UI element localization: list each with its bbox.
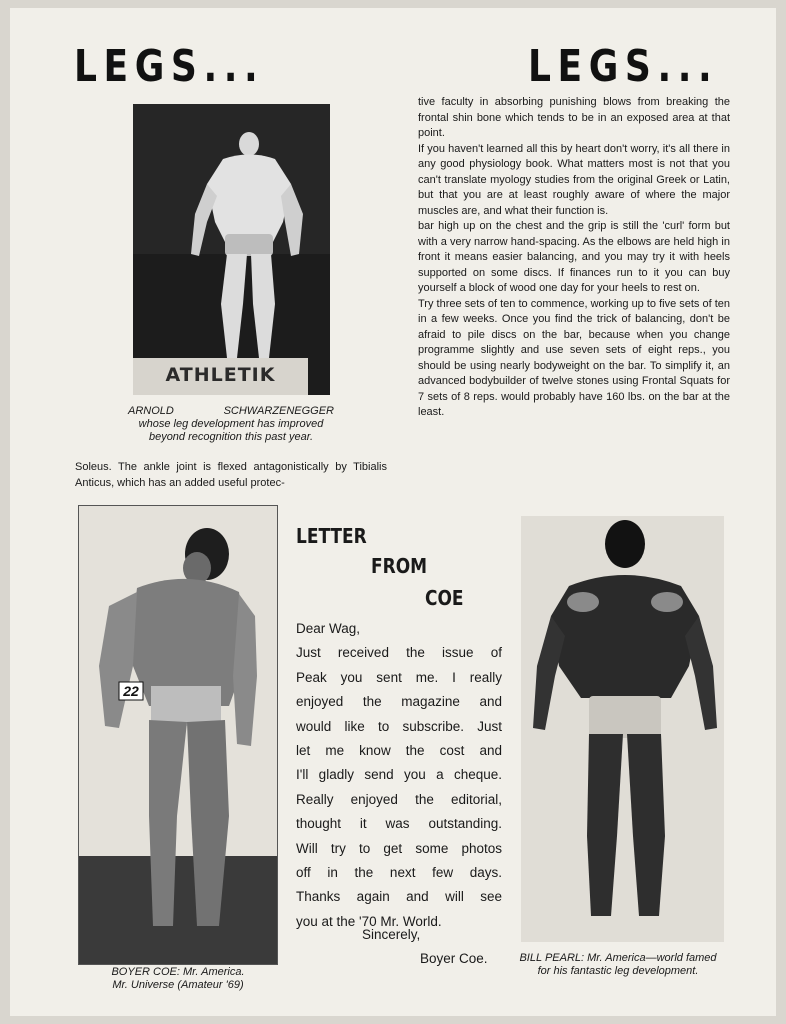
letter-line: I'll gladly send you a cheque. [296,767,502,783]
letter-line: off in the next few days. [296,865,502,881]
letter-title-line-2: FROM [371,554,428,578]
letter-line: Dear Wag, [296,621,361,636]
right-paragraph-2: If you haven't learned all this by heart don't worry, it's all there in any good physiology book. What matters most is not that you can't translate myology studies from the original Greek or Latin, but that you are at least roughly aware of where the major muscles are, and what their function is. [418,142,730,217]
letter-line: thought it was outstanding. [296,816,502,832]
letter-line: Thanks again and will see [296,889,502,905]
contest-number: 22 [123,683,139,699]
headline-right: LEGS... [528,41,719,92]
athletik-sign-text: ATHLETIK [165,364,276,386]
letter-body [296,617,502,934]
letter-line: Will try to get some photos [296,840,502,856]
right-paragraph-3: bar high up on the chest and the grip is still the 'curl' form but with a very narrow hand-spacing. As the elbows are held high in front it means easier balancing, and you may try it with heels supported on some discs. If finances run to it you can buy yourself a block of wood one day for your heels to rest on. [418,220,730,294]
letter-title-line-3: COE [425,586,464,610]
letter-line: you at the '70 Mr. World. [296,913,442,929]
bill-pearl-caption: BILL PEARL: Mr. America—world famed for his fantastic leg development. [519,952,717,977]
letter-line: Just received the issue of [296,645,502,661]
letter-line: Peak you sent me. I really [296,669,502,685]
arnold-caption [128,405,334,444]
letter-signature: Boyer Coe. [420,951,488,966]
letter-closing: Sincerely, [362,927,421,942]
boyer-caption-line-2: Mr. Universe (Amateur '69) [112,979,244,991]
letter-line: would like to subscribe. Just [296,718,502,734]
bill-pearl-photo [521,516,724,942]
arnold-caption-name-last: SCHWARZENEGGER [223,405,334,417]
letter-title-line-1: LETTER [296,524,367,548]
boyer-coe-photo [78,505,278,965]
athletik-sign [133,358,308,395]
right-paragraph-4: Try three sets of ten to commence, working up to five sets of ten in a few weeks. Once you find the trick of balancing, don't be afraid to pile discs on the bar, because when you change programme slightly and use seven sets of eight reps., you should be using nearly bodyweight on the bar. To simplify it, an advanced bodybuilder of twelve stones using Frontal Squats for 7 sets of 8 reps. would probably have 160 lbs. on the bar at the least. [418,297,731,418]
left-column-text: Soleus. The ankle joint is flexed antagonistically by Tibialis Anticus, which has an added useful protec- [75,461,387,489]
right-column-text [418,95,730,421]
boyer-coe-caption [78,966,278,992]
boyer-caption-line-1: BOYER COE: Mr. America. [111,966,245,978]
headline-left: LEGS... [74,41,265,92]
arnold-caption-name-first: ARNOLD [128,405,174,417]
arnold-photo [133,104,330,395]
letter-line: let me know the cost and [296,743,502,759]
right-paragraph-1: tive faculty in absorbing punishing blows from breaking the frontal shin bone which tends to be in an exposed area at that point. [418,96,730,139]
arnold-caption-text: whose leg development has improved beyond recognition this past year. [138,418,324,443]
letter-line: enjoyed the magazine and [296,694,502,710]
letter-line: Really enjoyed the editorial, [296,791,502,807]
